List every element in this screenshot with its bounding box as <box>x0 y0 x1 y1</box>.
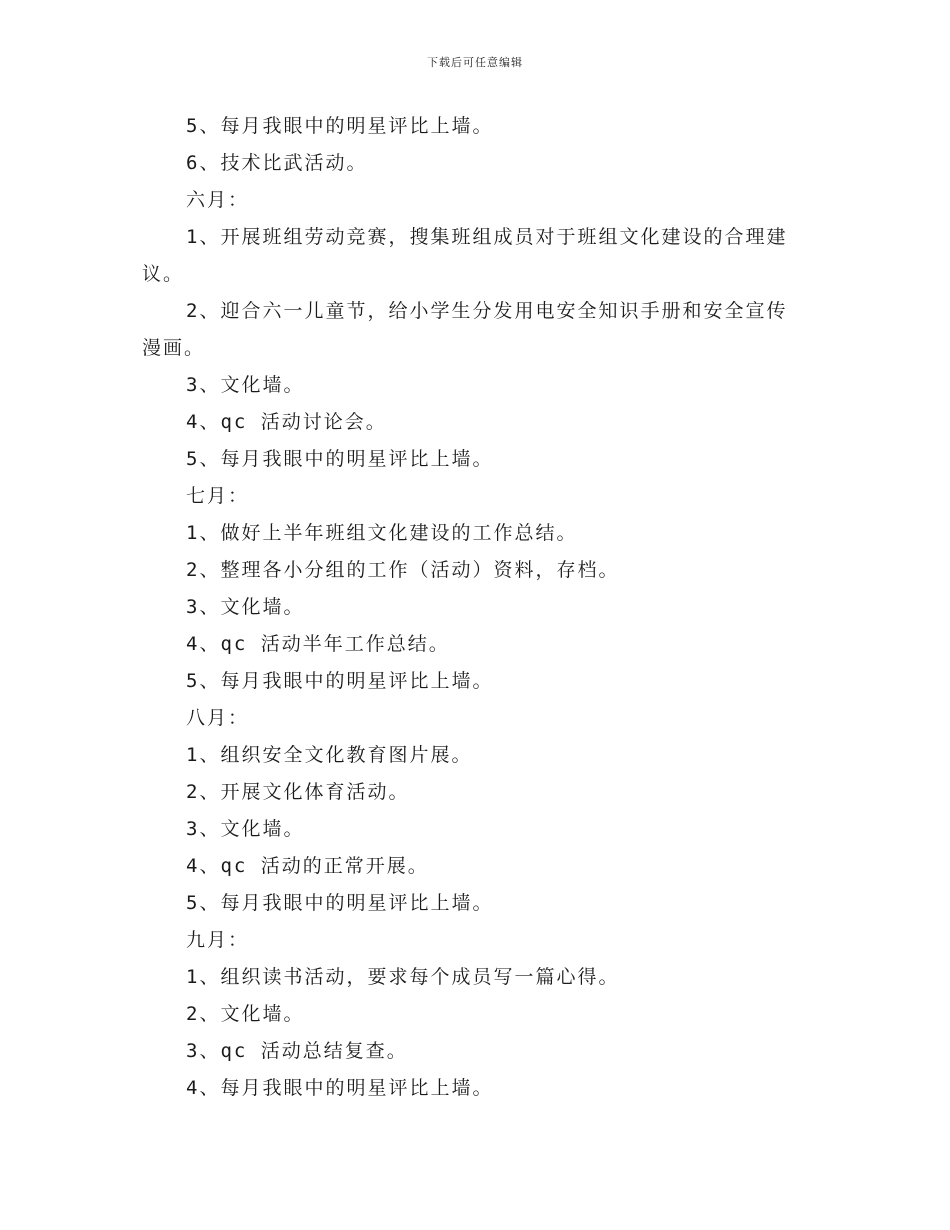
document-body <box>142 108 810 1107</box>
list-item-continuation: 漫画。 <box>142 337 206 359</box>
page-header-note: 下载后可任意编辑 <box>427 56 523 69</box>
list-item: 5、每月我眼中的明星评比上墙。 <box>186 448 494 470</box>
section-heading-september: 九月： <box>186 929 250 951</box>
list-item: 2、文化墙。 <box>186 1003 305 1025</box>
list-item: 6、技术比武活动。 <box>186 152 368 174</box>
list-item: 3、文化墙。 <box>186 374 305 396</box>
list-item: 3、qc 活动总结复查。 <box>186 1040 408 1062</box>
list-item: 2、开展文化体育活动。 <box>186 781 410 803</box>
list-item-continuation: 议。 <box>142 263 185 285</box>
section-heading-june: 六月： <box>186 189 250 211</box>
list-item: 5、每月我眼中的明星评比上墙。 <box>186 670 494 692</box>
list-item: 1、组织读书活动，要求每个成员写一篇心得。 <box>186 966 620 988</box>
list-item: 5、每月我眼中的明星评比上墙。 <box>186 115 494 137</box>
section-heading-july: 七月： <box>186 485 250 507</box>
section-heading-august: 八月： <box>186 707 250 729</box>
list-item: 3、文化墙。 <box>186 596 305 618</box>
list-item: 1、开展班组劳动竞赛，搜集班组成员对于班组文化建设的合理建 <box>186 226 788 248</box>
list-item: 3、文化墙。 <box>186 818 305 840</box>
list-item: 4、qc 活动讨论会。 <box>186 411 387 433</box>
list-item: 1、组织安全文化教育图片展。 <box>186 744 473 766</box>
list-item: 4、每月我眼中的明星评比上墙。 <box>186 1077 494 1099</box>
list-item: 4、qc 活动半年工作总结。 <box>186 633 450 655</box>
list-item: 5、每月我眼中的明星评比上墙。 <box>186 892 494 914</box>
list-item: 1、做好上半年班组文化建设的工作总结。 <box>186 522 578 544</box>
list-item: 2、整理各小分组的工作（活动）资料，存档。 <box>186 559 620 581</box>
list-item: 2、迎合六一儿童节，给小学生分发用电安全知识手册和安全宣传 <box>186 300 788 322</box>
list-item: 4、qc 活动的正常开展。 <box>186 855 429 877</box>
